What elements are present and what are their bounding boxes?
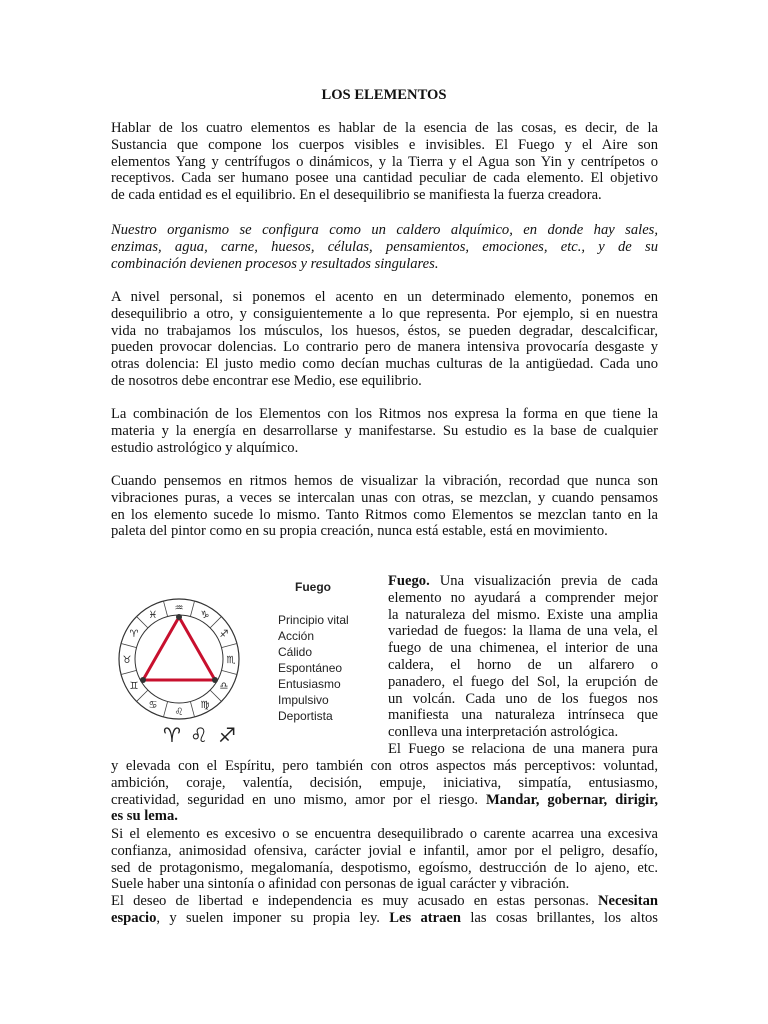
text-line: manifiesta una naturaleza intrínseca que — [388, 707, 658, 724]
text-line: un volcán. Cada uno de los fuegos nos — [388, 690, 658, 707]
aries-sign: ♈ — [163, 723, 181, 747]
zodiac-glyph: ♑ — [200, 609, 210, 621]
figure-title: Fuego — [295, 580, 331, 594]
trait-label: Cálido — [278, 645, 313, 659]
text-line: El deseo de libertad e independencia es muy acusado en estas personas. Necesitan — [111, 893, 658, 909]
text-line: combinación devienen procesos y resultados singulares. — [111, 255, 439, 272]
zodiac-glyph: ♋ — [148, 700, 158, 712]
text-line: vibraciones puras, a veces se intercalan unas con otras, se mezclan, y cuando pensamos — [111, 489, 658, 506]
house-divider — [222, 670, 237, 674]
trait-label: Entusiasmo — [278, 677, 341, 691]
zodiac-wheel-glyphs — [123, 603, 236, 718]
house-divider — [163, 702, 167, 717]
zodiac-glyph: ♉ — [122, 655, 132, 666]
trait-label: Principio vital — [278, 613, 349, 627]
zodiac-glyph: ♍ — [200, 700, 210, 712]
triangle-vertex-dot — [212, 677, 218, 683]
zodiac-inner-ring — [135, 615, 223, 703]
zodiac-glyph: ♌ — [174, 707, 184, 718]
zodiac-glyph: ♏ — [226, 655, 236, 666]
text-line: Hablar de los cuatro elementos es hablar de la esencia de las cosas, es decir, de la — [111, 120, 658, 136]
text-line: caldera, el horno de un alfarero o — [388, 656, 658, 673]
text-line: la naturaleza del mismo. Existe una amplia — [388, 606, 658, 623]
house-divider — [137, 617, 148, 628]
triangle-vertex-dot — [140, 677, 146, 683]
zodiac-glyph: ♎ — [219, 681, 229, 692]
zodiac-glyph: ♐ — [219, 629, 229, 640]
zodiac-glyph: ♓ — [148, 609, 158, 621]
text-line: Suele haber una sintonía o afinidad con personas de igual carácter y vibración. — [111, 876, 570, 893]
text-line: Fuego. Una visualización previa de cada — [388, 573, 658, 589]
text-line: espacio, y suelen imponer su propia ley. Les atraen las cosas brillantes, los altos — [111, 909, 658, 926]
text-line: Nuestro organismo se configura como un caldero alquímico, en donde hay sales, — [111, 222, 658, 238]
text-line: ambición, coraje, valentía, decisión, empuje, iniciativa, simpatía, entusiasmo, — [111, 774, 658, 791]
zodiac-fire-diagram — [111, 577, 378, 750]
fuego-heading: Fuego. — [388, 573, 430, 589]
trait-label: Deportista — [278, 709, 333, 723]
text-line: de cada entidad es el equilibrio. En el desequilibrio se manifiesta la fuerza creadora. — [111, 187, 602, 204]
text-line: es su lema. — [111, 808, 178, 825]
fuego-paragraph — [388, 573, 658, 758]
text-line: de nosotros debe encontrar ese Medio, ese equilibrio. — [111, 372, 422, 389]
triangle-vertex-dot — [176, 614, 182, 620]
text-line: A nivel personal, si ponemos el acento en un determinado elemento, ponemos en — [111, 289, 658, 305]
text-line: y elevada con el Espíritu, pero también con otros aspectos más perceptivos: voluntad, — [111, 758, 658, 774]
text-line: estudio astrológico y alquímico. — [111, 439, 299, 456]
paragraph-fuego-espiritu — [111, 758, 658, 825]
house-divider — [121, 670, 136, 674]
text-line: conlleva una interpretación astrológica. — [388, 724, 619, 741]
paragraph-exceso — [111, 826, 658, 893]
trait-label: Espontáneo — [278, 661, 343, 675]
text-line: fuego de una chimenea, el interior de una — [388, 640, 658, 657]
zodiac-glyph: ♊ — [129, 681, 139, 692]
paragraph-organismo — [111, 222, 658, 272]
text-line: La combinación de los Elementos con los Ritmos nos expresa la forma en que tiene la — [111, 406, 658, 422]
fire-element-figure — [111, 577, 378, 750]
house-divider — [210, 617, 221, 628]
house-divider — [121, 643, 136, 647]
page-title: LOS ELEMENTOS — [321, 87, 447, 103]
text-line: Si el elemento es excesivo o se encuentra desequilibrado o carente acarrea una excesiva — [111, 826, 658, 842]
text-line: panadero, el fuego del Sol, la erupción de — [388, 673, 658, 690]
zodiac-glyph: ♈ — [129, 629, 139, 640]
text-line: confianza, animosidad ofensiva, carácter jovial e infantil, amor por el peligro, desafío, — [111, 842, 658, 859]
text-line: pueden provocar dolencias. Lo contrario pero de manera intensiva provocaría desgaste y — [111, 339, 658, 356]
house-divider — [190, 702, 194, 717]
fire-triangle — [143, 617, 215, 680]
text-line: variedad de fuegos: la llama de una vela, el — [388, 623, 658, 640]
trait-label: Acción — [278, 629, 315, 643]
sagittarius-sign: ♐ — [218, 723, 236, 747]
text-line: otras dolencia: El justo medio como decían muchas culturas de la antigüedad. Cada uno — [111, 356, 658, 373]
text-line: Sustancia que compone los cuerpos visibles e invisibles. El Fuego y el Aire son — [111, 136, 658, 153]
trait-label: Impulsivo — [278, 693, 329, 707]
house-divider — [163, 601, 167, 616]
paragraph-vibracion — [111, 473, 658, 540]
text-line: elementos Yang y centrífugos o dinámicos, y la Tierra y el Agua son Yin y centrípetos o — [111, 153, 658, 170]
text-line: materia y la energía en desarrollarse y manifestarse. Su estudio es la base de cualquier — [111, 422, 658, 439]
text-line: creatividad, seguridad en uno mismo, amor por el riesgo. Mandar, gobernar, dirigir, — [111, 791, 658, 808]
house-divider — [190, 601, 194, 616]
text-line: El Fuego se relaciona de una manera pura — [388, 740, 658, 757]
paragraph-nivel-personal — [111, 289, 658, 390]
house-divider — [222, 643, 237, 647]
text-line: Cuando pensemos en ritmos hemos de visualizar la vibración, recordad que nunca son — [111, 473, 658, 489]
text-line: sed de protagonismo, megalomanía, despotismo, egoísmo, destrucción de lo ajeno, etc. — [111, 859, 658, 876]
text-line: vida no trabajamos los músculos, los huesos, éstos, se pueden degradar, descalcificar, — [111, 322, 658, 339]
text-line: receptivos. Cada ser humano posee una cantidad peculiar de cada elemento. El objetivo — [111, 170, 658, 187]
paragraph-ritmos — [111, 406, 658, 456]
text-line: elemento no ayudará a comprender mejor — [388, 589, 658, 606]
text-line: paleta del pintor como en su propia creación, nunca está estable, está en movimiento. — [111, 523, 608, 540]
leo-sign: ♌ — [190, 723, 208, 747]
zodiac-glyph: ♒ — [174, 603, 184, 614]
paragraph-libertad — [111, 893, 658, 927]
text-line: en los elemento sucede lo mismo. Tanto Ritmos como Elementos se mezclan tanto en la — [111, 506, 658, 523]
paragraph-intro — [111, 120, 658, 204]
text-line: desequilibrio a otro, y consiguientemente a lo que representa. Por ejemplo, si en nuestra — [111, 305, 658, 322]
text-line: enzimas, agua, carne, huesos, células, pensamientos, emociones, etc., y de su — [111, 238, 658, 255]
